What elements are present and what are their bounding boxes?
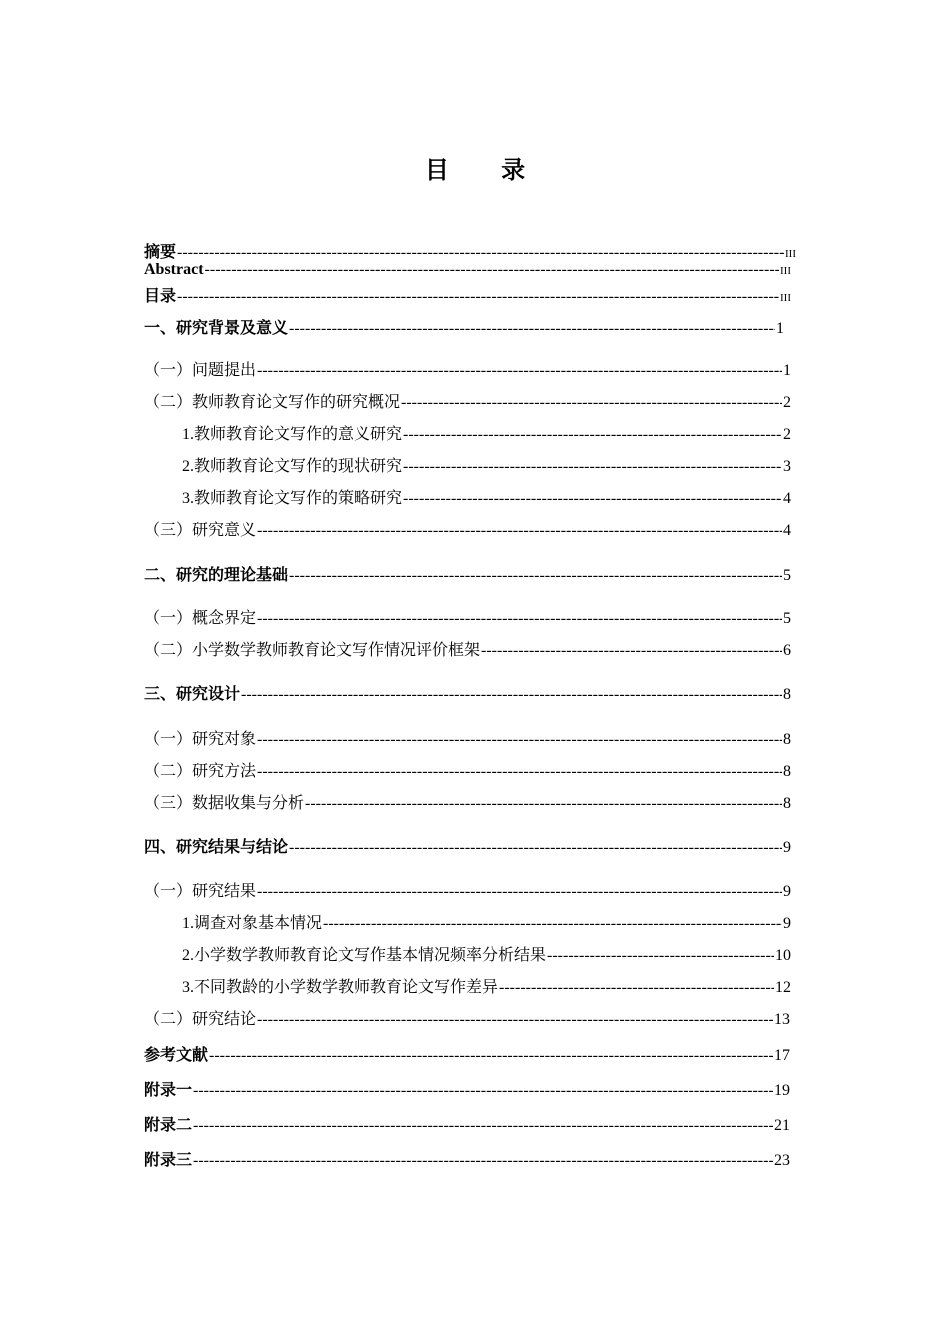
toc-leader bbox=[257, 731, 782, 749]
toc-entry-3-3[interactable] bbox=[144, 790, 791, 813]
toc-label: （一）概念界定 bbox=[144, 610, 257, 627]
toc-page: 23 bbox=[774, 1152, 790, 1169]
toc-label: （一）研究对象 bbox=[144, 731, 257, 748]
toc-label: 2.小学数学教师教育论文写作基本情况频率分析结果 bbox=[182, 947, 547, 964]
toc-page: 9 bbox=[783, 839, 791, 856]
toc-page: 3 bbox=[783, 458, 791, 475]
toc-leader bbox=[401, 394, 782, 412]
toc-leader bbox=[193, 1152, 773, 1170]
toc-entry-3-1[interactable] bbox=[144, 726, 791, 749]
toc-entry-1-2-1[interactable] bbox=[182, 421, 791, 444]
toc-entry-2-2[interactable] bbox=[144, 637, 791, 660]
toc-leader bbox=[257, 763, 782, 781]
toc-entry-abstract-cn[interactable] bbox=[144, 239, 796, 262]
toc-label: （二）研究结论 bbox=[144, 1011, 257, 1028]
toc-leader bbox=[289, 839, 782, 857]
toc-page: III bbox=[780, 265, 791, 277]
toc-entry-appendix-1[interactable] bbox=[144, 1077, 790, 1100]
toc-label: （二）小学数学教师教育论文写作情况评价框架 bbox=[144, 642, 481, 659]
toc-leader bbox=[481, 642, 782, 660]
toc-entry-chapter-1[interactable] bbox=[144, 315, 784, 338]
toc-entry-1-2-3[interactable] bbox=[182, 485, 791, 508]
toc-leader bbox=[205, 261, 779, 279]
toc-leader bbox=[499, 979, 774, 997]
toc-label: 1.教师教育论文写作的意义研究 bbox=[182, 426, 403, 443]
toc-label: 3.教师教育论文写作的策略研究 bbox=[182, 490, 403, 507]
toc-label: 摘要 bbox=[144, 242, 177, 261]
toc-label: 2.教师教育论文写作的现状研究 bbox=[182, 458, 403, 475]
toc-entry-4-1-2[interactable] bbox=[182, 942, 791, 965]
toc-label: （一）问题提出 bbox=[144, 362, 257, 379]
toc-entry-chapter-2[interactable] bbox=[144, 562, 791, 585]
toc-page: 1 bbox=[776, 320, 784, 337]
toc-label: 1.调查对象基本情况 bbox=[182, 915, 323, 932]
toc-entry-4-1[interactable] bbox=[144, 878, 791, 901]
toc-page: 12 bbox=[775, 979, 791, 996]
page-title: 目 录 bbox=[424, 156, 548, 184]
toc-entry-1-2-2[interactable] bbox=[182, 453, 791, 476]
toc-label: 二、研究的理论基础 bbox=[144, 565, 289, 584]
toc-label: （三）数据收集与分析 bbox=[144, 795, 305, 812]
toc-page: 21 bbox=[774, 1117, 790, 1134]
toc-page: 1 bbox=[783, 362, 791, 379]
toc-page: 17 bbox=[774, 1047, 790, 1064]
toc-entry-3-2[interactable] bbox=[144, 758, 791, 781]
toc-label: 参考文献 bbox=[144, 1045, 209, 1064]
toc-entry-1-3[interactable] bbox=[144, 517, 791, 540]
toc-leader bbox=[257, 522, 782, 540]
toc-page: 6 bbox=[783, 642, 791, 659]
toc-entry-1-2[interactable] bbox=[144, 389, 791, 412]
toc-entry-2-1[interactable] bbox=[144, 605, 791, 628]
toc-page: 4 bbox=[783, 522, 791, 539]
toc-entry-4-1-1[interactable] bbox=[182, 910, 791, 933]
toc-entry-abstract-en[interactable] bbox=[144, 261, 791, 279]
toc-entry-4-1-3[interactable] bbox=[182, 974, 791, 997]
toc-label: 附录三 bbox=[144, 1150, 193, 1169]
toc-label: （一）研究结果 bbox=[144, 883, 257, 900]
toc-page: 4 bbox=[783, 490, 791, 507]
toc-leader bbox=[177, 244, 784, 262]
toc-label: 附录二 bbox=[144, 1115, 193, 1134]
toc-leader bbox=[193, 1082, 773, 1100]
toc-page: III bbox=[785, 248, 796, 260]
toc-label: （三）研究意义 bbox=[144, 522, 257, 539]
toc-label: （二）教师教育论文写作的研究概况 bbox=[144, 394, 401, 411]
toc-page: 9 bbox=[783, 883, 791, 900]
toc-entry-references[interactable] bbox=[144, 1042, 790, 1065]
toc-leader bbox=[257, 362, 782, 380]
toc-leader bbox=[177, 288, 779, 306]
toc-page: 8 bbox=[783, 731, 791, 748]
toc-page: 5 bbox=[783, 567, 791, 584]
toc-page: 19 bbox=[774, 1082, 790, 1099]
toc-leader bbox=[403, 490, 782, 508]
toc-page: 13 bbox=[774, 1011, 790, 1028]
toc-entry-4-2[interactable] bbox=[144, 1006, 790, 1029]
toc-leader bbox=[257, 610, 782, 628]
toc-entry-1-1[interactable] bbox=[144, 357, 791, 380]
toc-page: III bbox=[780, 292, 791, 304]
toc-label: 3.不同教龄的小学数学教师教育论文写作差异 bbox=[182, 979, 499, 996]
toc-label: 四、研究结果与结论 bbox=[144, 837, 289, 856]
toc-entry-chapter-3[interactable] bbox=[144, 681, 791, 704]
toc-entry-appendix-2[interactable] bbox=[144, 1112, 790, 1135]
toc-leader bbox=[305, 795, 782, 813]
toc-leader bbox=[257, 1011, 773, 1029]
toc-leader bbox=[241, 686, 782, 704]
toc-label: （二）研究方法 bbox=[144, 763, 257, 780]
toc-page: 5 bbox=[783, 610, 791, 627]
toc-page: 8 bbox=[783, 686, 791, 703]
toc-label: 一、研究背景及意义 bbox=[144, 318, 289, 337]
toc-page: 9 bbox=[783, 915, 791, 932]
toc-leader bbox=[289, 567, 782, 585]
toc-label: Abstract bbox=[144, 261, 204, 278]
toc-page: 8 bbox=[783, 763, 791, 780]
toc-page: 8 bbox=[783, 795, 791, 812]
toc-entry-chapter-4[interactable] bbox=[144, 834, 791, 857]
toc-label: 附录一 bbox=[144, 1080, 193, 1099]
toc-entry-appendix-3[interactable] bbox=[144, 1147, 790, 1170]
toc-leader bbox=[547, 947, 774, 965]
toc-leader bbox=[403, 426, 782, 444]
toc-label: 目录 bbox=[144, 286, 177, 305]
toc-leader bbox=[257, 883, 782, 901]
toc-leader bbox=[403, 458, 782, 476]
toc-leader bbox=[289, 320, 775, 338]
toc-leader bbox=[209, 1047, 773, 1065]
toc-leader bbox=[193, 1117, 773, 1135]
toc-label: 三、研究设计 bbox=[144, 684, 241, 703]
toc-page: 2 bbox=[783, 426, 791, 443]
toc-page: 2 bbox=[783, 394, 791, 411]
toc-entry-contents[interactable] bbox=[144, 283, 791, 306]
toc-leader bbox=[323, 915, 782, 933]
toc-page: 10 bbox=[775, 947, 791, 964]
